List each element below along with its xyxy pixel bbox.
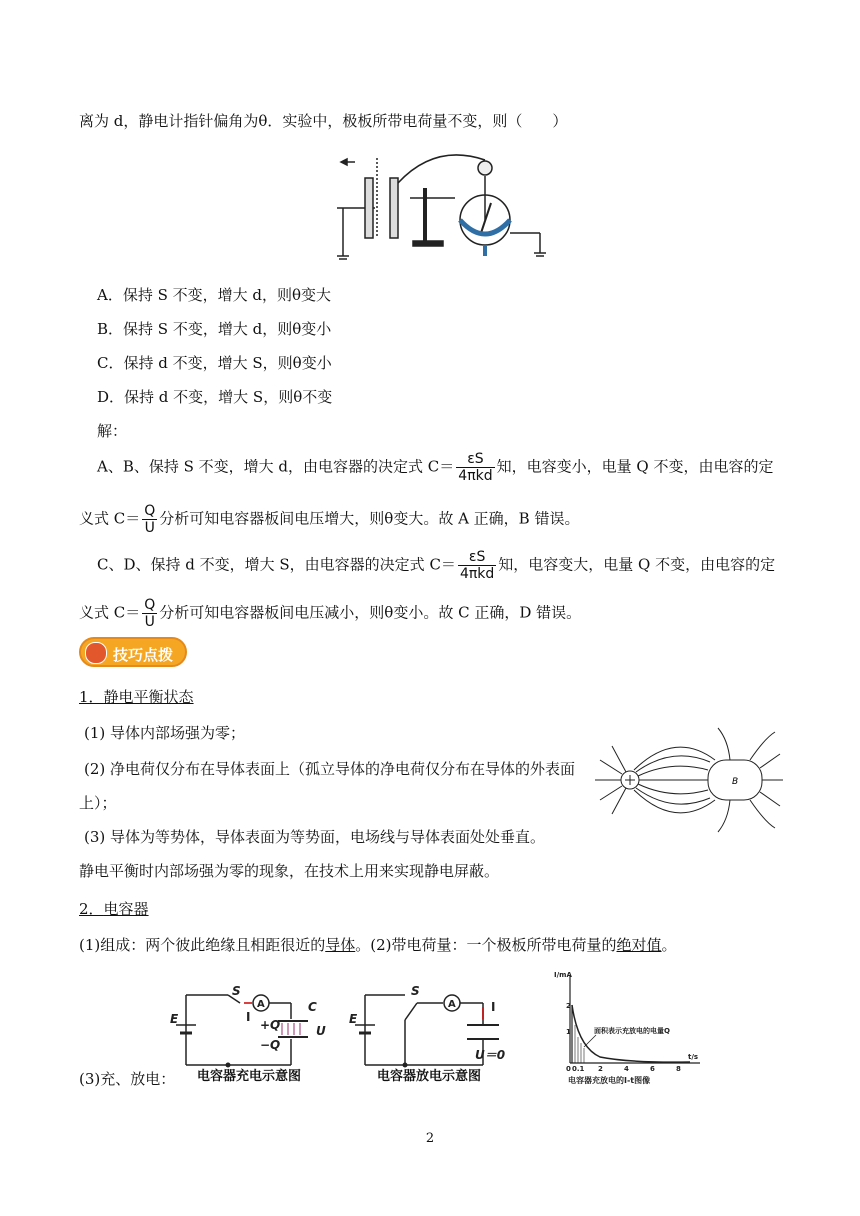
fraction-determinative xyxy=(456,451,494,484)
section1-item2: (2) 净电荷仅分布在导体表面上（孤立导体的净电荷仅分布在导体的外表面 xyxy=(84,760,576,778)
fraction-den: 4πkd xyxy=(459,566,495,582)
section1-item3: (3) 导体为等势体，导体表面为等势面，电场线与导体表面处处垂直。 xyxy=(84,828,546,846)
solution-ab-text1: A、B、保持 S 不变，增大 d，由电容器的决定式 C＝ xyxy=(97,457,455,476)
section1-item1: (1) 导体内部场强为零； xyxy=(84,724,246,742)
it-x-axis-label: t/s xyxy=(688,1053,699,1061)
fraction-den: U xyxy=(144,614,155,630)
it-x-tick-0.1: 0.1 xyxy=(572,1065,585,1073)
fraction-num: Q xyxy=(144,503,156,519)
it-graph-figure xyxy=(550,965,710,1087)
tips-badge xyxy=(79,637,187,667)
section1-summary: 静电平衡时内部场强为零的现象，在技术上用来实现静电屏蔽。 xyxy=(79,862,500,880)
section1-title: 静电平衡状态 xyxy=(103,688,194,706)
it-y-tick-2: 2 xyxy=(566,1002,571,1010)
label-I: I xyxy=(246,1010,251,1024)
label-plusQ: +Q xyxy=(260,1018,281,1032)
it-x-tick-8: 8 xyxy=(676,1065,681,1073)
solution-ab-text3: 义式 C＝ xyxy=(79,509,141,528)
tips-badge-label: 技巧点拨 xyxy=(113,646,174,664)
section2-term-absolute: 绝对值 xyxy=(616,936,662,954)
section2-text-c: 。 xyxy=(661,936,677,954)
solution-cd-text3: 义式 C＝ xyxy=(79,603,141,622)
label-E: E xyxy=(170,1012,179,1026)
solution-ab-text2: 知，电容变小，电量 Q 不变，由电容的定 xyxy=(496,457,774,476)
label-A: A xyxy=(257,999,265,1010)
it-y-tick-1: 1 xyxy=(566,1028,571,1036)
section2-heading xyxy=(79,899,149,919)
option-d: D．保持 d 不变，增大 S，则θ不变 xyxy=(97,388,333,406)
label-E: E xyxy=(349,1012,358,1026)
solution-ab-text4: 分析可知电容器板间电压增大，则θ变大。故 A 正确，B 错误。 xyxy=(159,509,580,528)
label-C: C xyxy=(308,1000,317,1014)
fraction-determinative xyxy=(458,549,496,582)
conductor-label: B xyxy=(732,777,739,787)
tips-icon xyxy=(85,642,107,664)
label-S: S xyxy=(232,985,241,998)
section1-heading xyxy=(79,687,194,707)
electrometer-figure xyxy=(335,148,550,266)
section2-title: 电容器 xyxy=(103,900,149,918)
section1-item2b: 上）； xyxy=(79,794,117,812)
fraction-definition xyxy=(142,597,157,630)
solution-cd-text4: 分析可知电容器板间电压减小，则θ变小。故 C 正确，D 错误。 xyxy=(159,603,582,622)
fraction-den: 4πkd xyxy=(458,468,493,484)
solution-label: 解： xyxy=(97,422,128,440)
section2-line1 xyxy=(79,935,677,955)
label-minusQ: −Q xyxy=(260,1038,281,1052)
label-S: S xyxy=(411,985,420,998)
fraction-num: Q xyxy=(144,597,156,613)
fraction-definition xyxy=(142,503,157,536)
it-y-axis-label: I/mA xyxy=(554,971,572,979)
charging-caption: 电容器充电示意图 xyxy=(197,1069,302,1084)
section2-item3: (3)充、放电： xyxy=(79,1070,176,1088)
section2-num: 2． xyxy=(79,900,104,918)
option-b: B．保持 S 不变，增大 d，则θ变小 xyxy=(97,320,332,338)
label-I: I xyxy=(491,1000,496,1014)
field-lines-figure xyxy=(590,724,785,836)
it-x-tick-6: 6 xyxy=(650,1065,655,1073)
solution-cd-line2 xyxy=(79,597,581,630)
section2-text-a: (1)组成：两个彼此绝缘且相距很近的 xyxy=(79,936,326,954)
section2-term-conductor: 导体 xyxy=(325,936,356,954)
label-A: A xyxy=(448,999,456,1010)
label-U: U xyxy=(316,1024,326,1038)
section2-text-b: 。(2)带电荷量：一个极板所带电荷量的 xyxy=(355,936,617,954)
fraction-den: U xyxy=(144,520,155,536)
solution-cd-line1 xyxy=(97,549,775,582)
solution-ab-line1 xyxy=(97,451,773,484)
it-x-tick-4: 4 xyxy=(624,1065,629,1073)
solution-cd-text2: 知，电容变大，电量 Q 不变，由电容的定 xyxy=(498,555,776,574)
option-a: A．保持 S 不变，增大 d，则θ变大 xyxy=(97,286,332,304)
section1-num: 1． xyxy=(79,688,104,706)
it-area-note: 面积表示充放电的电量Q xyxy=(594,1027,670,1035)
it-caption: 电容器充放电的I-t图像 xyxy=(568,1076,651,1085)
solution-cd-text1: C、D、保持 d 不变，增大 S，由电容器的决定式 C＝ xyxy=(97,555,456,574)
option-c: C．保持 d 不变，增大 S，则θ变小 xyxy=(97,354,332,372)
it-x-tick-0: 0 xyxy=(566,1065,571,1073)
fraction-num: εS xyxy=(456,451,494,468)
page-number: 2 xyxy=(425,1131,435,1146)
label-U0: U＝0 xyxy=(475,1048,506,1062)
fraction-num: εS xyxy=(458,549,496,566)
question-tail: 离为 d，静电计指针偏角为θ．实验中，极板所带电荷量不变，则（ ） xyxy=(79,112,568,130)
it-x-tick-2: 2 xyxy=(598,1065,603,1073)
solution-ab-line2 xyxy=(79,503,579,536)
discharging-caption: 电容器放电示意图 xyxy=(377,1069,482,1084)
